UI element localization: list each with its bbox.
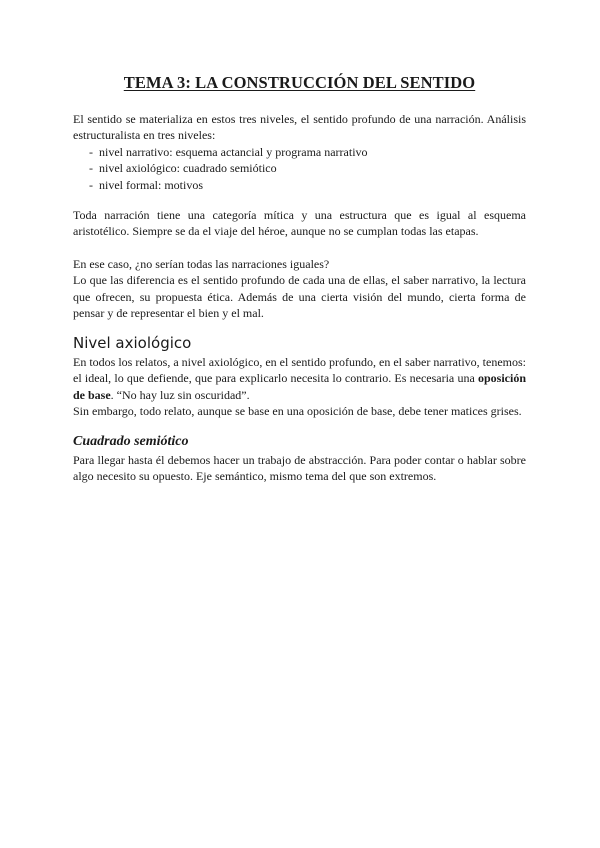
document-title: TEMA 3: LA CONSTRUCCIÓN DEL SENTIDO: [123, 73, 476, 92]
list-marker: -: [89, 144, 93, 159]
list-marker: -: [89, 161, 93, 176]
emphasis-oposicion: oposición de base: [73, 371, 526, 402]
list-item: - nivel narrativo: esquema actancial y programa narrativo: [89, 144, 368, 159]
cuadrado-paragraph: Para llegar hasta él debemos hacer un trabajo de abstracción. Para poder contar o hablar sobre algo necesito su opuesto. Eje semántico, mismo tema del que son extremos.: [73, 453, 526, 484]
axiologico-text: En todos los relatos, a nivel axiológico, en el sentido profundo, en el saber narrativo, tenemos: el ideal, lo que defiende, que para explicarlo necesita lo contrario. Es necesaria una oposición de base. “No hay luz sin oscuridad”.: [73, 355, 526, 402]
axiologico-paragraph: [73, 354, 526, 420]
intro-text: El sentido se materializa en estos tres niveles, el sentido profundo de una narración. Análisis estructuralista en tres niveles:: [73, 112, 526, 143]
list-item: - nivel formal: motivos: [89, 177, 203, 192]
list-item: - nivel axiológico: cuadrado semiótico: [89, 161, 277, 176]
intro-paragraph: [73, 111, 526, 193]
section-heading-axiologico: Nivel axiológico: [73, 334, 192, 352]
question-text: En ese caso, ¿no serían todas las narraciones iguales?: [73, 257, 330, 271]
list-marker: -: [89, 177, 93, 192]
answer-text: Lo que las diferencia es el sentido profundo de cada una de ellas, el saber narrativo, la lectura que ofrecen, su propuesta ética. Además de una cierta visión del mundo, cierta forma de pensar y de representar el bien y el mal.: [73, 273, 526, 321]
section-heading-cuadrado: Cuadrado semiótico: [73, 434, 189, 449]
mitica-paragraph: Toda narración tiene una categoría mítica y una estructura que es igual al esquema aristotélico. Siempre se da el viaje del héroe, aunque no se cumplan todas las etapas.: [73, 208, 526, 239]
question-paragraph: [73, 256, 526, 322]
axiologico-line2: Sin embargo, todo relato, aunque se base en una oposición de base, debe tener matices grises.: [73, 404, 522, 419]
levels-list: [73, 144, 526, 193]
